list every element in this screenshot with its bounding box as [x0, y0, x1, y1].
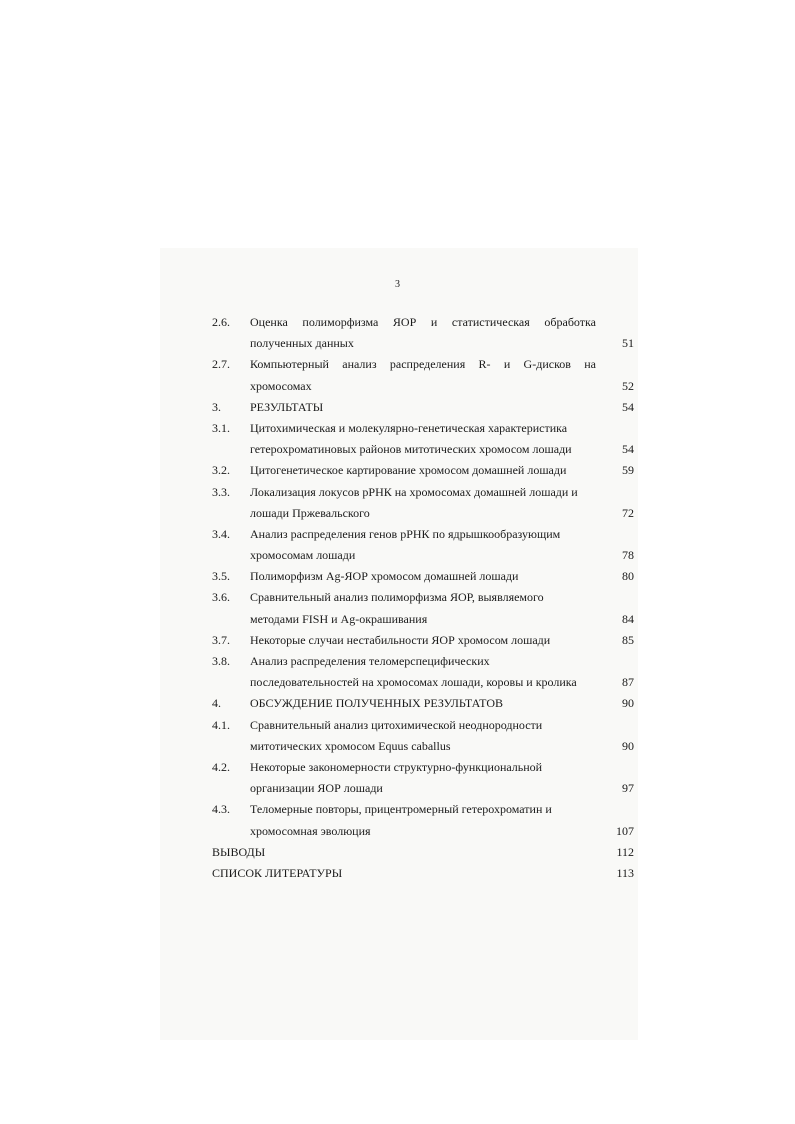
toc-page-number: 107 [616, 823, 634, 838]
toc-entry-line [212, 524, 636, 545]
toc-entry-line [212, 799, 636, 820]
toc-entry-line [212, 418, 636, 439]
toc-section-number: 3.8. [212, 654, 230, 668]
toc-section-title: методами FISH и Ag-окрашивания [250, 611, 428, 626]
toc-section-title: СПИСОК ЛИТЕРАТУРЫ [212, 865, 343, 880]
toc-section-number: 3.7. [212, 632, 230, 647]
toc-page-number: 113 [616, 865, 634, 880]
toc-page-number: 97 [622, 781, 634, 796]
toc-section-number: 4. [212, 696, 221, 711]
toc-entry-line [212, 312, 636, 333]
toc-page-number: 80 [622, 569, 634, 584]
toc-page-number: 84 [622, 611, 634, 626]
toc-page-number: 78 [622, 548, 634, 563]
toc-section-title: хромосомах [250, 378, 312, 393]
toc-section-number: 3.2. [212, 463, 230, 478]
toc-section-title: Оценка полиморфизма ЯОР и статистическая обработка [250, 315, 596, 329]
toc-section-title: хромосомам лошади [250, 548, 356, 563]
toc-section-number: 3.4. [212, 526, 230, 541]
toc-section-number: 3. [212, 399, 221, 414]
toc-page-number: 59 [622, 463, 634, 478]
toc-entry-line [212, 736, 636, 757]
toc-section-number: 3.5. [212, 569, 230, 584]
toc-page-number: 54 [622, 442, 634, 457]
toc-entry-line [212, 778, 636, 799]
toc-section-number: 2.6. [212, 315, 230, 329]
toc-entry-line [212, 587, 636, 608]
toc-section-title: последовательностей на хромосомах лошади, коровы и кролика [250, 675, 577, 690]
toc-page-number: 87 [622, 675, 634, 690]
toc-section-number: 3.6. [212, 590, 230, 605]
toc-section-title: Анализ распределения генов рРНК по ядрышкообразующим [250, 526, 561, 541]
toc-section-title: РЕЗУЛЬТАТЫ [250, 399, 324, 414]
toc-section-title: полученных данных [250, 336, 354, 351]
toc-page-number: 112 [616, 844, 634, 859]
toc-section-title: хромосомная эволюция [250, 823, 371, 838]
toc-section-title: Локализация локусов рРНК на хромосомах домашней лошади и [250, 484, 578, 499]
toc-entry-line [212, 460, 636, 481]
toc-entry-line [212, 715, 636, 736]
toc-entry-line [212, 354, 636, 375]
toc-section-title: Цитогенетическое картирование хромосом домашней лошади [250, 463, 567, 478]
toc-section-title: Анализ распределения теломерспецифических [250, 654, 490, 668]
table-of-contents [212, 312, 636, 884]
toc-page-number: 85 [622, 632, 634, 647]
toc-entry-line [212, 333, 636, 354]
toc-entry-line [212, 545, 636, 566]
toc-section-title: ОБСУЖДЕНИЕ ПОЛУЧЕННЫХ РЕЗУЛЬТАТОВ [250, 696, 504, 711]
toc-section-title: Компьютерный анализ распределения R- и G-дисков на [250, 357, 596, 372]
toc-page-number: 51 [622, 336, 634, 351]
toc-section-number: 4.2. [212, 759, 230, 774]
toc-page-number: 90 [622, 738, 634, 753]
toc-entry-line [212, 376, 636, 397]
toc-section-title: Некоторые случаи нестабильности ЯОР хромосом лошади [250, 632, 551, 647]
toc-section-title: Сравнительный анализ цитохимической неоднородности [250, 717, 543, 732]
toc-section-title: Цитохимическая и молекулярно-генетическая характеристика [250, 420, 568, 435]
toc-entry-line [212, 482, 636, 503]
toc-section-number: 2.7. [212, 357, 230, 372]
toc-entry-line [212, 757, 636, 778]
toc-entry-line [212, 651, 636, 672]
toc-page-number: 54 [622, 399, 634, 414]
toc-entry-line [212, 397, 636, 418]
toc-entry-line [212, 503, 636, 524]
toc-entry-line [212, 630, 636, 651]
toc-section-title: Теломерные повторы, прицентромерный гетерохроматин и [250, 802, 552, 817]
toc-page-number: 90 [622, 696, 634, 711]
toc-page-number: 52 [622, 378, 634, 393]
toc-entry-line [212, 439, 636, 460]
toc-entry-line [212, 693, 636, 714]
page-number: 3 [395, 279, 400, 290]
toc-entry-line [212, 842, 636, 863]
toc-entry-line [212, 863, 636, 884]
toc-entry-line [212, 821, 636, 842]
toc-section-number: 4.3. [212, 802, 230, 817]
toc-section-title: гетерохроматиновых районов митотических хромосом лошади [250, 442, 572, 457]
toc-section-title: митотических хромосом Equus caballus [250, 738, 451, 753]
toc-section-title: Некоторые закономерности структурно-функциональной [250, 759, 543, 774]
toc-section-number: 3.1. [212, 420, 230, 435]
toc-section-title: Полиморфизм Ag-ЯОР хромосом домашней лошади [250, 569, 519, 584]
toc-entry-line [212, 672, 636, 693]
toc-entry-line [212, 609, 636, 630]
toc-section-title: организации ЯОР лошади [250, 781, 383, 796]
toc-section-title: Сравнительный анализ полиморфизма ЯОР, выявляемого [250, 590, 544, 605]
toc-section-number: 3.3. [212, 484, 230, 499]
toc-section-title: лошади Пржевальского [250, 505, 370, 520]
toc-section-number: 4.1. [212, 717, 230, 732]
toc-page-number: 72 [622, 505, 634, 520]
toc-section-title: ВЫВОДЫ [212, 844, 266, 859]
toc-entry-line [212, 566, 636, 587]
